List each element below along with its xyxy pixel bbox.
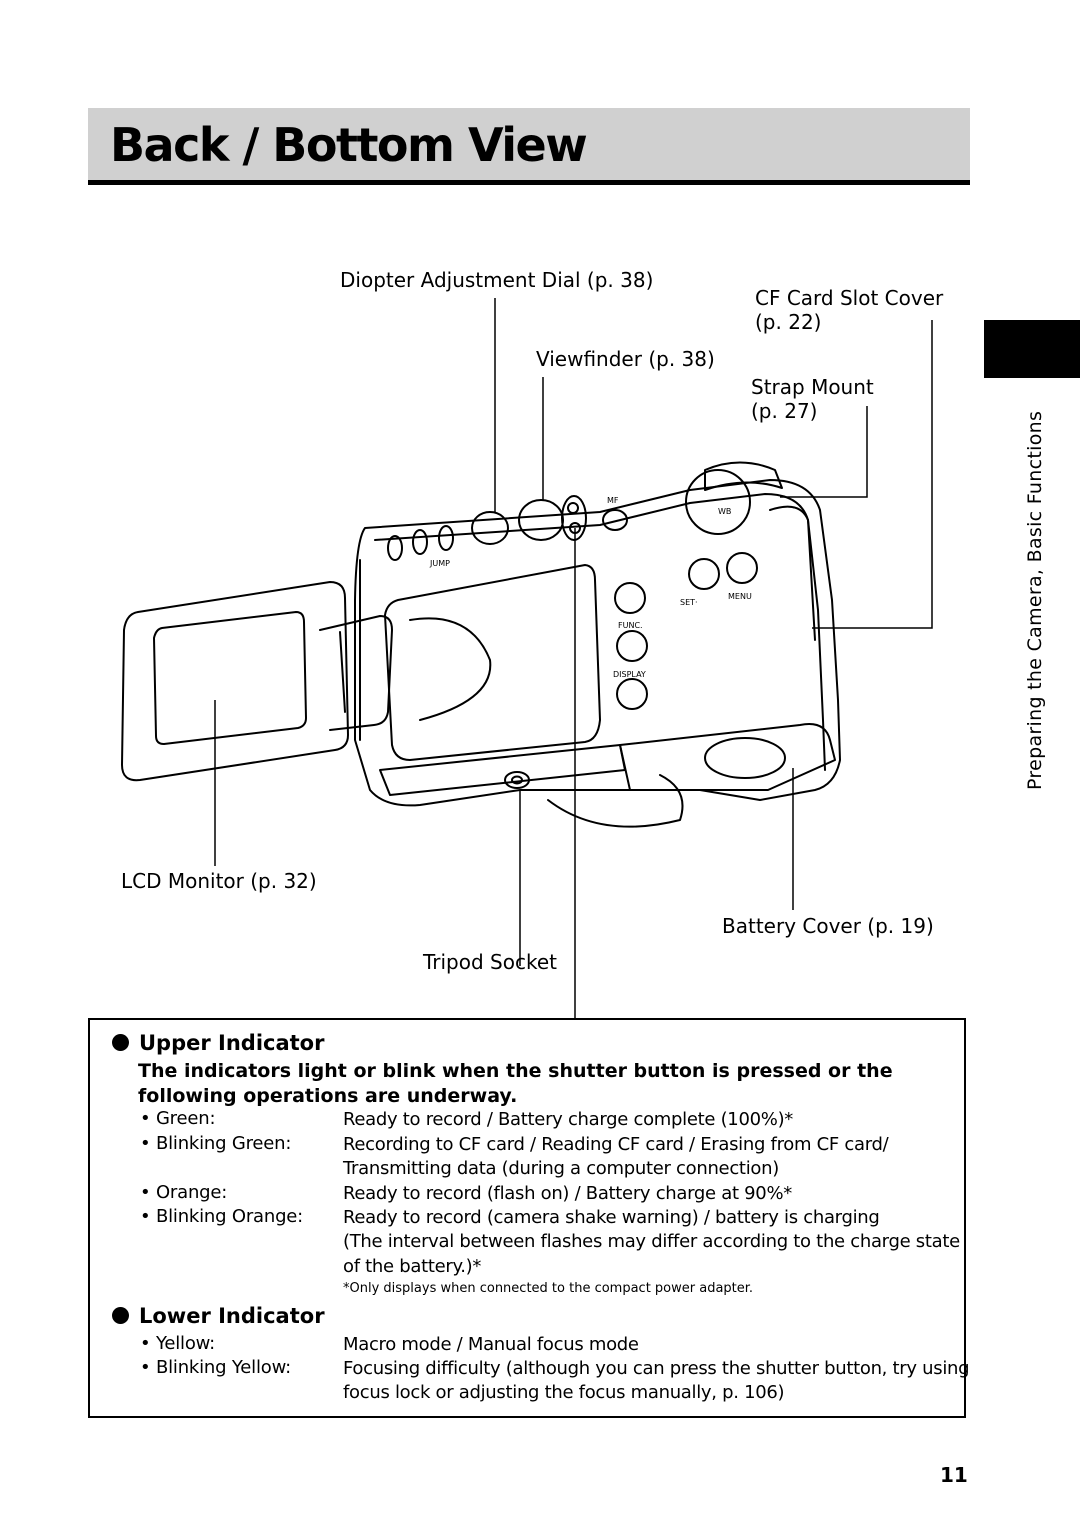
blinking-orange-desc-3: of the battery.)* [343,1256,482,1277]
orange-desc: Ready to record (flash on) / Battery charge at 90%* [343,1183,792,1204]
blinking-orange-desc-2: (The interval between flashes may differ according to the charge state [343,1231,960,1252]
green-desc: Ready to record / Battery charge complete (100%)* [343,1109,793,1130]
func-button [617,631,647,661]
set-label: SET· [680,598,698,607]
yellow-label: • Yellow: [140,1333,216,1354]
upper-note-line-1: The indicators light or blink when the shutter button is pressed or the [138,1060,893,1082]
mode-dial [705,463,782,491]
viewfinder [519,500,563,540]
orange-label: • Orange: [140,1182,228,1203]
lower-indicator-heading: Lower Indicator [112,1304,325,1328]
green-label: • Green: [140,1108,216,1129]
footnote: *Only displays when connected to the compact power adapter. [343,1281,754,1296]
callout-strap-2: (p. 27) [751,399,818,423]
jump-label: JUMP [430,559,450,568]
lcd-recess [385,565,600,760]
set-button [689,559,719,589]
chapter-label: Preparing the Camera, Basic Functions [1024,410,1046,790]
lcd-monitor [122,582,348,780]
diopter-dial [472,512,508,544]
yellow-desc: Macro mode / Manual focus mode [343,1334,639,1355]
menu-button [727,553,757,583]
blinking-yellow-desc-2: focus lock or adjusting the focus manually, p. 106) [343,1382,785,1403]
callout-diopter: Diopter Adjustment Dial (p. 38) [340,268,654,292]
mf-label: MF [607,496,619,505]
bullet-icon [112,1034,129,1051]
bullet-icon [112,1307,129,1324]
blinking-orange-label: • Blinking Orange: [140,1206,304,1227]
wb-label: WB [718,507,732,516]
blinking-green-desc-1: Recording to CF card / Reading CF card / Erasing from CF card/ [343,1134,889,1155]
blinking-yellow-label: • Blinking Yellow: [140,1357,291,1378]
func-label: FUNC. [618,621,643,630]
callout-tripod: Tripod Socket [423,950,557,974]
upper-note-line-2: following operations are underway. [138,1085,518,1107]
display-button [617,679,647,709]
blinking-yellow-desc-1: Focusing difficulty (although you can press the shutter button, try using [343,1358,970,1379]
display-label: DISPLAY [613,670,646,679]
callout-cf-card-2: (p. 22) [755,310,822,334]
blinking-green-label: • Blinking Green: [140,1133,292,1154]
blinking-green-desc-2: Transmitting data (during a computer connection) [343,1158,779,1179]
callout-battery: Battery Cover (p. 19) [722,914,934,938]
page-title: Back / Bottom View [110,118,587,172]
callout-cf-card-1: CF Card Slot Cover [755,286,944,310]
battery-cover [620,724,835,790]
callout-lcd: LCD Monitor (p. 32) [121,869,317,893]
blinking-orange-desc-1: Ready to record (camera shake warning) / battery is charging [343,1207,880,1228]
lens-barrel [548,775,683,827]
menu-label: MENU [728,592,752,601]
callout-strap-1: Strap Mount [751,375,874,399]
callout-viewfinder: Viewfinder (p. 38) [536,347,715,371]
upper-indicator-heading: Upper Indicator [112,1031,324,1055]
page-number: 11 [940,1463,968,1487]
